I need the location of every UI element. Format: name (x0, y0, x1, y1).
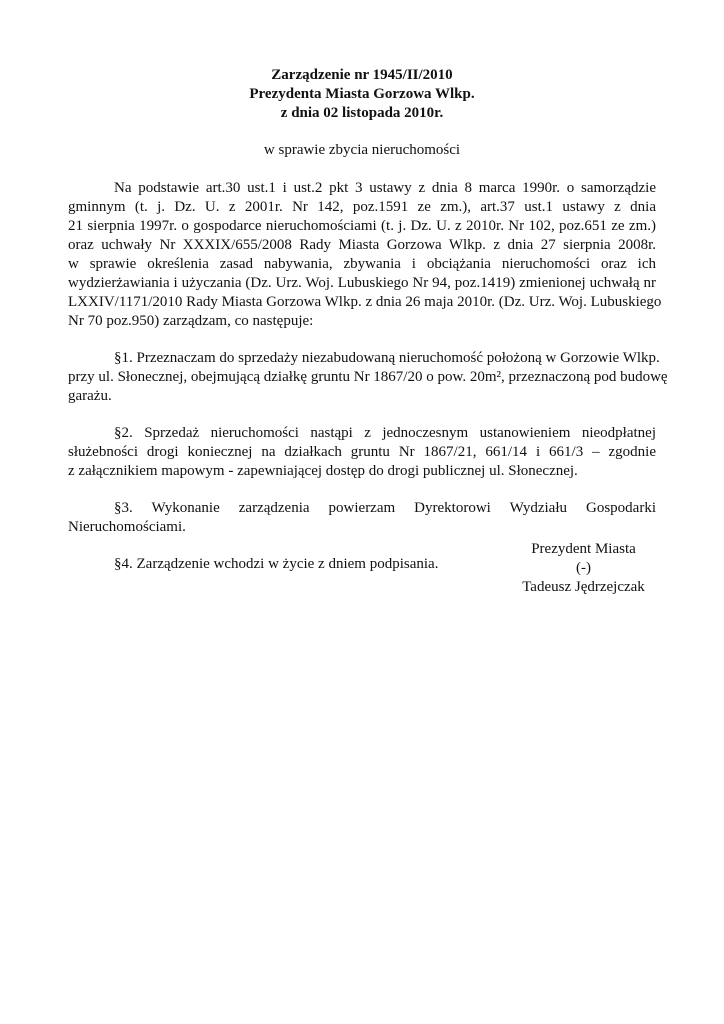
preamble-line: wydzierżawiania i użyczania (Dz. Urz. Woj. Lubuskiego Nr 94, poz.1419) zmienionej uchwałą nr (68, 275, 656, 291)
preamble-line: LXXIV/1171/2010 Rady Miasta Gorzowa Wlkp. z dnia 26 maja 2010r. (Dz. Urz. Woj. Lubuskiego (68, 294, 662, 310)
preamble-line: gminnym (t. j. Dz. U. z 2001r. Nr 142, poz.1591 ze zm.), art.37 ust.1 ustawy z dnia (68, 199, 656, 215)
document-header (62, 66, 662, 123)
preamble-line: oraz uchwały Nr XXXIX/655/2008 Rady Miasta Gorzowa Wlkp. z dnia 27 sierpnia 2008r. (68, 237, 656, 253)
section-1-paragraph (68, 349, 668, 406)
section-1-line: przy ul. Słonecznej, obejmującą działkę gruntu Nr 1867/20 o pow. 20m², przeznaczoną pod budowę (68, 369, 668, 385)
section-2-line: §2. Sprzedaż nieruchomości nastąpi z jednoczesnym ustanowieniem nieodpłatnej (114, 425, 656, 441)
document-page (68, 66, 668, 595)
preamble-line: w sprawie określenia zasad nabywania, zbywania i obciążania nieruchomości oraz ich (68, 256, 656, 272)
ordinance-subject: w sprawie zbycia nieruchomości (263, 142, 461, 158)
preamble-line: Na podstawie art.30 ust.1 i ust.2 pkt 3 ustawy z dnia 8 marca 1990r. o samorządzie (114, 180, 656, 196)
section-3-paragraph (68, 499, 656, 537)
ordinance-number: Zarządzenie nr 1945/II/2010 (271, 67, 453, 83)
signatory-title: Prezydent Miasta (531, 541, 636, 557)
section-2-paragraph (68, 424, 656, 481)
section-3-line: §3. Wykonanie zarządzenia powierzam Dyrektorowi Wydziału Gospodarki (114, 500, 656, 516)
signature-mark: (-) (576, 560, 591, 576)
signatory-name: Tadeusz Jędrzejczak (522, 579, 645, 595)
ordinance-date: z dnia 02 listopada 2010r. (280, 105, 444, 121)
section-4-line: §4. Zarządzenie wchodzi w życie z dniem podpisania. (114, 556, 439, 572)
preamble-line: 21 sierpnia 1997r. o gospodarce nieruchomościami (t. j. Dz. U. z 2010r. Nr 102, poz.651 ze zm.) (68, 218, 656, 234)
section-2-line: z załącznikiem mapowym - zapewniającej dostęp do drogi publicznej ul. Słonecznej. (68, 463, 578, 479)
section-2-line: służebności drogi koniecznej na działkach gruntu Nr 1867/21, 661/14 i 661/3 – zgodnie (68, 444, 656, 460)
section-1-line: §1. Przeznaczam do sprzedaży niezabudowaną nieruchomość położoną w Gorzowie Wlkp. (114, 350, 660, 366)
preamble-line: Nr 70 poz.950) zarządzam, co następuje: (68, 313, 314, 329)
ordinance-issuer: Prezydenta Miasta Gorzowa Wlkp. (249, 86, 475, 102)
signature-block (516, 540, 651, 597)
section-3-line: Nieruchomościami. (68, 519, 186, 535)
preamble-paragraph (68, 179, 662, 331)
section-1-line: garażu. (68, 388, 112, 404)
